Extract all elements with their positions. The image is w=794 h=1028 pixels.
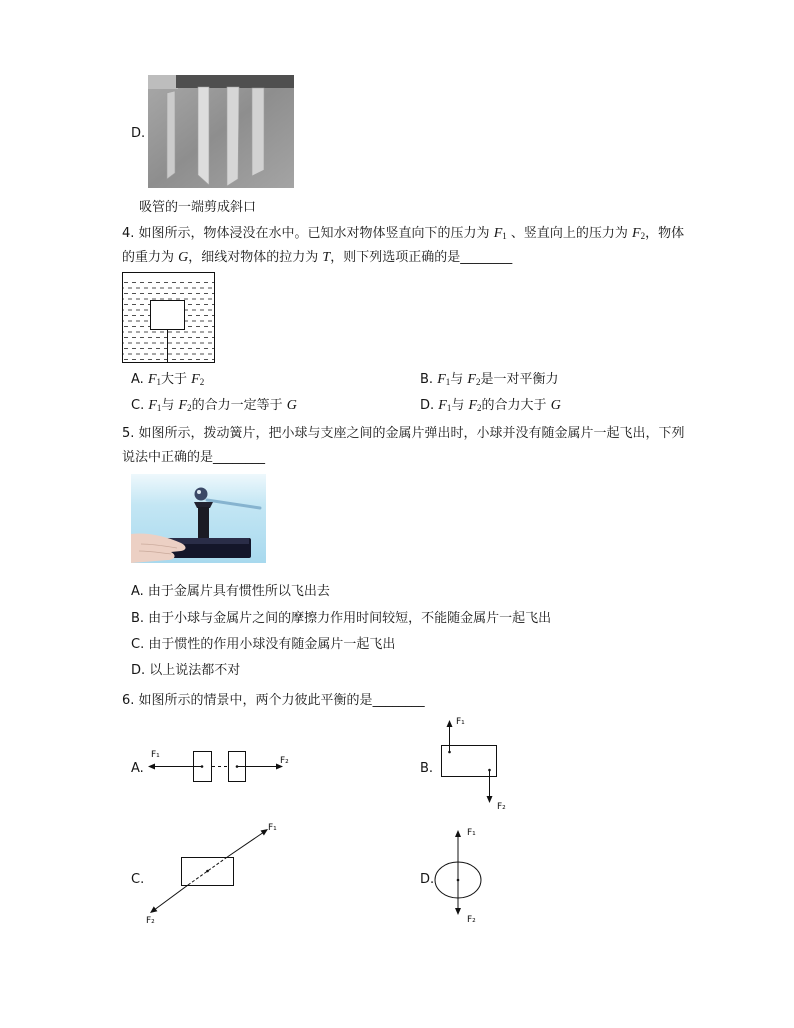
q4-text: 的重力为 — [122, 250, 179, 265]
q4-option-d — [420, 398, 561, 414]
q4-text: 如图所示，物体浸没在水中。已知水对物体竖直向下的压力为 — [138, 226, 494, 241]
straws-caption: 吸管的一端剪成斜口 — [139, 200, 257, 215]
q4-stem-line2 — [122, 250, 512, 266]
force-label-f1: F₁ — [456, 717, 465, 727]
option-label: B. — [420, 372, 438, 387]
option-text: 与 — [451, 398, 469, 413]
q5-number: 5. — [122, 426, 135, 441]
math-var: G — [178, 250, 189, 265]
straws-photo — [148, 75, 294, 188]
answer-blank: ________ — [372, 693, 425, 708]
force-diagram-d — [430, 822, 500, 930]
q6-option-b-label: B. — [420, 761, 434, 776]
q3-option-d-label: D. — [131, 126, 146, 141]
q6-text: 如图所示的情景中，两个力彼此平衡的是 — [138, 693, 373, 708]
q4-number: 4. — [122, 226, 135, 241]
q4-text: ，物体 — [645, 226, 685, 241]
option-text: 与 — [450, 372, 468, 387]
force-diagram-a — [140, 740, 300, 790]
math-sub: 1 — [446, 403, 452, 413]
option-text: 的合力大于 — [481, 398, 551, 413]
q5-option-c: C. 由于惯性的作用小球没有随金属片一起飞出 — [131, 637, 396, 652]
answer-blank: ________ — [213, 450, 266, 465]
math-sub: 1 — [502, 231, 507, 241]
force-label-f1: F₁ — [467, 828, 476, 838]
q5-option-d: D. 以上说法都不对 — [131, 663, 241, 678]
force-label-f2: F₂ — [146, 916, 155, 926]
force-label-f2: F₂ — [497, 802, 506, 812]
option-text: 是一对平衡力 — [480, 372, 559, 387]
q5-stem-line2 — [122, 450, 265, 466]
force-label-f2: F₂ — [467, 915, 476, 925]
q5-text: 说法中正确的是 — [122, 450, 214, 465]
q4-option-c — [131, 398, 297, 414]
math-var: F — [468, 398, 478, 413]
q4-text: ，细线对物体的拉力为 — [188, 250, 323, 265]
option-label: C. — [131, 398, 149, 413]
q4-option-a — [131, 372, 204, 388]
inertia-apparatus-photo — [131, 474, 266, 563]
q5-option-b: B. 由于小球与金属片之间的摩擦力作用时间较短，不能随金属片一起飞出 — [131, 611, 552, 626]
option-label: D. — [420, 398, 439, 413]
option-text: 大于 — [161, 372, 192, 387]
math-var: F — [493, 226, 503, 241]
math-var: F — [148, 398, 157, 413]
q5-text: 如图所示，拨动簧片，把小球与支座之间的金属片弹出时，小球并没有随金属片一起飞出，下列 — [138, 426, 685, 441]
math-var: T — [322, 250, 331, 265]
q5-stem-line1 — [122, 426, 685, 442]
math-var: F — [632, 226, 641, 241]
math-sub: 1 — [156, 403, 162, 413]
q6-option-c-label: C. — [131, 872, 145, 887]
force-label-f1: F₁ — [151, 750, 160, 760]
math-var: F — [467, 372, 476, 387]
math-var: G — [286, 398, 297, 413]
q6-option-d-label: D. — [420, 872, 435, 887]
math-var: G — [550, 398, 561, 413]
math-var: F — [437, 372, 446, 387]
math-sub: 2 — [187, 403, 192, 413]
math-sub: 2 — [475, 377, 481, 387]
force-label-f2: F₂ — [280, 756, 289, 766]
q6-stem — [122, 693, 425, 709]
option-text: 与 — [161, 398, 179, 413]
math-sub: 1 — [156, 377, 161, 387]
q5-option-a: A. 由于金属片具有惯性所以飞出去 — [131, 584, 330, 599]
math-var: F — [191, 372, 200, 387]
math-sub: 2 — [640, 231, 646, 241]
q4-stem-line1 — [122, 226, 684, 242]
force-label-f1: F₁ — [268, 823, 277, 833]
q4-text: ，则下列选项正确的是 — [330, 250, 461, 265]
force-diagram-b — [430, 710, 520, 815]
math-sub: 2 — [199, 377, 205, 387]
math-var: F — [147, 372, 157, 387]
q4-text: 、竖直向上的压力为 — [506, 226, 633, 241]
option-text: 的合力一定等于 — [191, 398, 287, 413]
math-sub: 2 — [477, 403, 482, 413]
q6-option-a-label: A. — [131, 761, 144, 776]
q4-option-b — [420, 372, 558, 388]
water-container-diagram — [121, 271, 217, 365]
option-label: A. — [131, 372, 148, 387]
math-var: F — [438, 398, 447, 413]
answer-blank: ________ — [460, 250, 513, 265]
math-sub: 1 — [445, 377, 451, 387]
q6-number: 6. — [122, 693, 135, 708]
math-var: F — [178, 398, 188, 413]
force-diagram-c — [140, 818, 285, 930]
